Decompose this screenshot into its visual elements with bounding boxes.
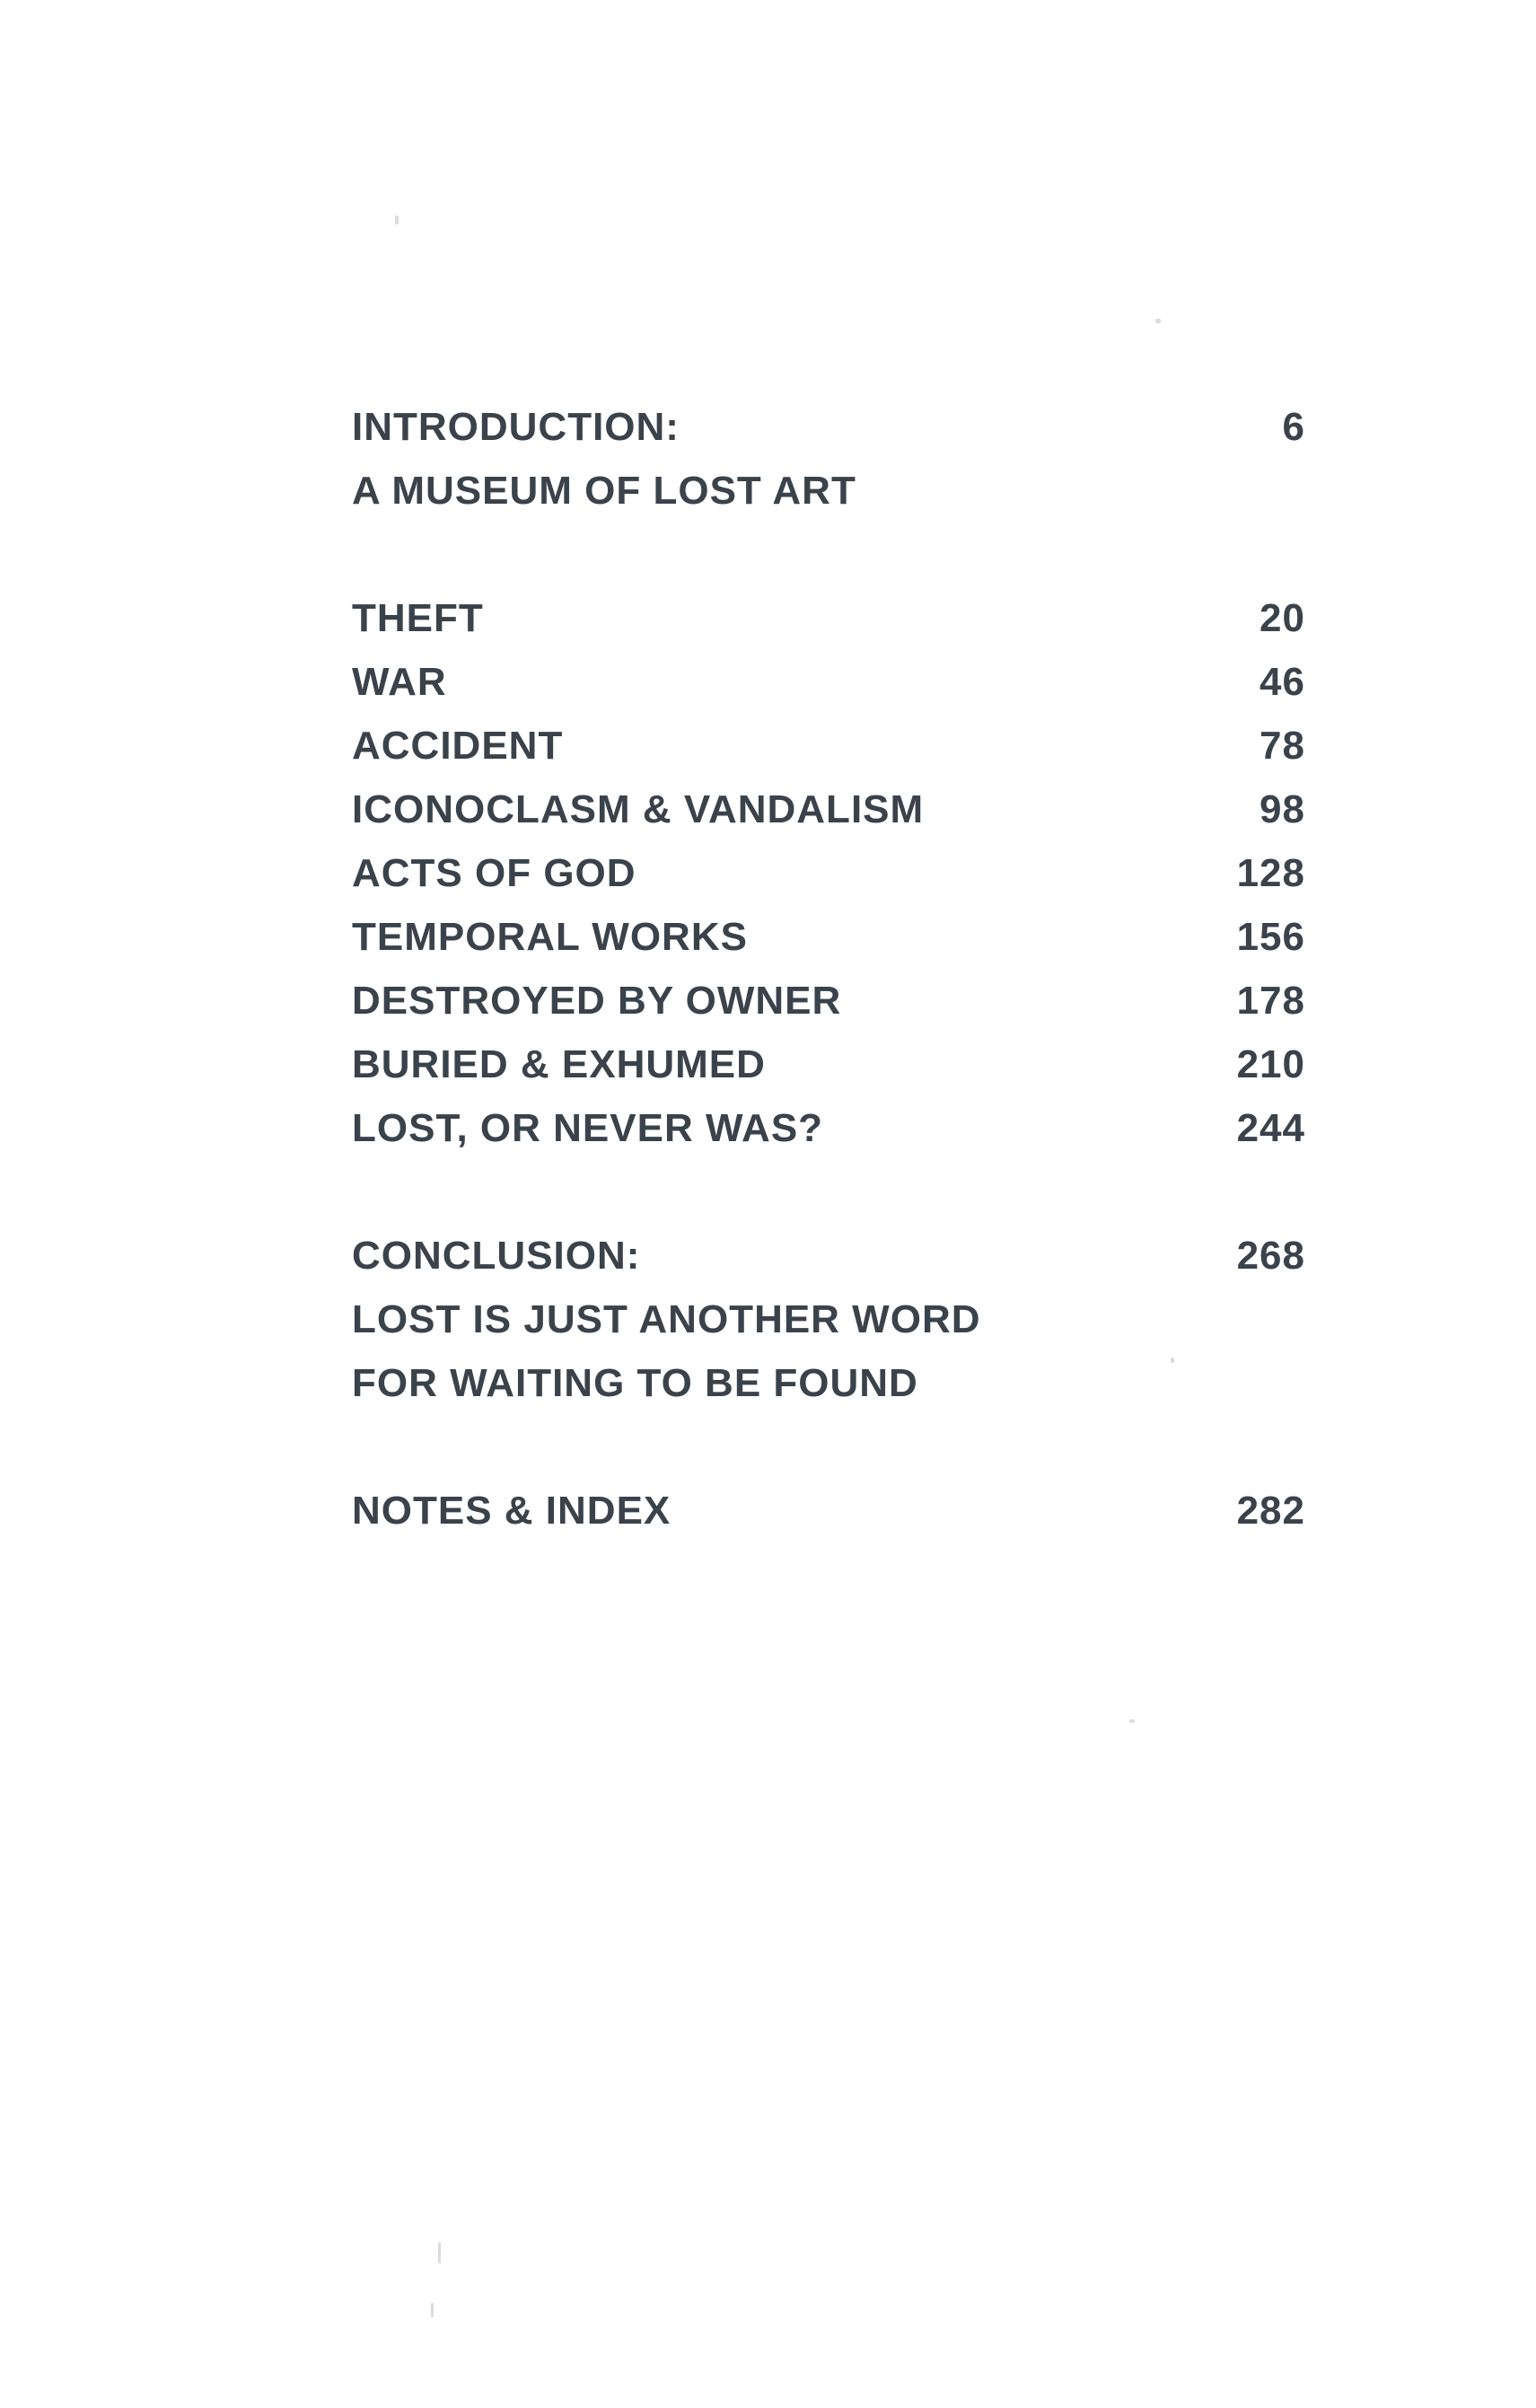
toc-entry-title: THEFT (352, 596, 484, 640)
toc-entry-subtitle (352, 1351, 1305, 1415)
toc-entry-title: A MUSEUM OF LOST ART (352, 469, 856, 513)
toc-entry-title: CONCLUSION: (352, 1234, 641, 1278)
toc-entry-chapter[interactable] (352, 778, 1305, 841)
toc-entry-chapter[interactable] (352, 1096, 1305, 1160)
toc-entry-page-number: 98 (1260, 787, 1305, 831)
section-spacer (352, 1160, 1305, 1224)
scan-speck (395, 215, 399, 224)
toc-entry-title: INTRODUCTION: (352, 405, 680, 449)
toc-entry-page-number: 210 (1236, 1042, 1305, 1086)
toc-entry-title: BURIED & EXHUMED (352, 1042, 766, 1086)
toc-entry-page-number: 178 (1236, 979, 1305, 1023)
toc-entry-chapter[interactable] (352, 1033, 1305, 1096)
toc-entry-subtitle (352, 459, 1305, 523)
toc-entry-page-number: 282 (1236, 1489, 1305, 1533)
toc-entry-title: DESTROYED BY OWNER (352, 979, 842, 1023)
scan-speck (431, 2303, 434, 2317)
toc-entry-introduction[interactable] (352, 395, 1305, 459)
toc-entry-title: WAR (352, 660, 447, 704)
toc-entry-chapter[interactable] (352, 714, 1305, 778)
scan-speck (1129, 1719, 1135, 1723)
toc-entry-title: ICONOCLASM & VANDALISM (352, 787, 925, 831)
toc-entry-title: NOTES & INDEX (352, 1489, 671, 1533)
toc-entry-page-number: 156 (1236, 915, 1305, 959)
toc-entry-title: TEMPORAL WORKS (352, 915, 748, 959)
toc-entry-page-number: 244 (1236, 1106, 1305, 1150)
toc-entry-page-number: 20 (1260, 596, 1305, 640)
scan-speck (1155, 319, 1161, 323)
toc-entry-chapter[interactable] (352, 650, 1305, 714)
toc-entry-conclusion[interactable] (352, 1224, 1305, 1287)
toc-entry-page-number: 78 (1260, 724, 1305, 768)
toc-entry-title: ACTS OF GOD (352, 851, 636, 895)
toc-entry-page-number: 268 (1236, 1234, 1305, 1278)
toc-entry-title: ACCIDENT (352, 724, 564, 768)
toc-entry-chapter[interactable] (352, 969, 1305, 1033)
toc-entry-chapter[interactable] (352, 586, 1305, 650)
toc-entry-chapter[interactable] (352, 905, 1305, 969)
toc-entry-title: LOST IS JUST ANOTHER WORD (352, 1297, 981, 1341)
section-spacer (352, 1415, 1305, 1479)
chapter-list (352, 586, 1305, 1160)
toc-entry-page-number: 128 (1236, 851, 1305, 895)
table-of-contents (352, 395, 1305, 1542)
toc-entry-title: LOST, OR NEVER WAS? (352, 1106, 824, 1150)
scan-speck (438, 2242, 441, 2263)
toc-entry-title: FOR WAITING TO BE FOUND (352, 1361, 918, 1405)
toc-entry-page-number: 46 (1260, 660, 1305, 704)
toc-entry-subtitle (352, 1287, 1305, 1351)
toc-entry-page-number: 6 (1282, 405, 1305, 449)
section-spacer (352, 523, 1305, 586)
toc-entry-notes-index[interactable] (352, 1479, 1305, 1542)
toc-entry-chapter[interactable] (352, 841, 1305, 905)
